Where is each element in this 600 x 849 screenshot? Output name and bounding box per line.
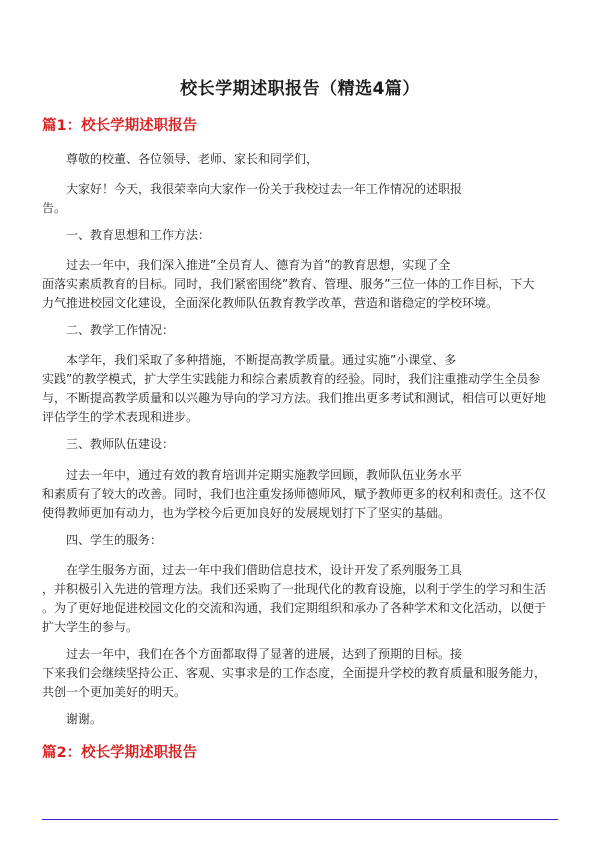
part-1-title <box>42 226 562 245</box>
thanks-line: 谢谢。 <box>66 712 103 726</box>
closing-line: 下来我们会继续坚持公正、客观、实事求是的工作态度，全面提升学校的教育质量和服务能力， <box>42 666 547 680</box>
part-1-title-text: 一、教育思想和工作方法： <box>66 228 211 242</box>
part-3-line: 过去一年中，通过有效的教育培训并定期实施教学回顾，教师队伍业务水平 <box>66 468 463 482</box>
greeting-line: 尊敬的校董、各位领导、老师、家长和同学们， <box>66 152 319 166</box>
section-1-heading: 篇1：校长学期述职报告 <box>42 118 198 134</box>
part-2-line: 实践”的教学模式，扩大学生实践能力和综合素质教育的经验。同时，我们注重推动学生全员参 <box>42 372 541 386</box>
part-1-line: 力气推进校园文化建设，全面深化教师队伍教育教学改革，营造和谐稳定的学校环境。 <box>42 296 499 310</box>
thanks-paragraph <box>42 710 562 729</box>
part-3-title-text: 三、教师队伍建设： <box>66 437 175 451</box>
part-4-title-text: 四、学生的服务： <box>66 533 163 547</box>
document-title: 校长学期述职报告（精选4篇） <box>180 79 420 99</box>
part-4-line: 。为了更好地促进校园文化的交流和沟通，我们定期组织和承办了各种学术和文化活动，以便于 <box>42 601 547 615</box>
part-4-line: 扩大学生的参与。 <box>42 620 139 634</box>
closing-line: 共创一个更加美好的明天。 <box>42 685 187 699</box>
part-4-title <box>42 531 562 550</box>
intro-paragraph <box>42 180 562 218</box>
part-2-body <box>42 351 562 427</box>
part-2-line: 与，不断提高教学质量和以兴趣为导向的学习方法。我们推出更多考试和测试，相信可以更好地 <box>42 391 547 405</box>
part-2-line: 本学年，我们采取了多种措施，不断提高教学质量。通过实施”小课堂、多 <box>66 353 457 367</box>
closing-paragraph <box>42 645 562 702</box>
intro-line: 告。 <box>42 201 67 215</box>
footer-divider <box>42 819 558 820</box>
section-2-heading: 篇2：校长学期述职报告 <box>42 745 198 761</box>
part-3-line: 和素质有了较大的改善。同时，我们也注重发扬师德师风，赋予教师更多的权利和责任。这不仅 <box>42 487 547 501</box>
part-4-body <box>42 561 562 637</box>
part-2-line: 评估学生的学术表现和进步。 <box>42 410 199 424</box>
greeting-paragraph <box>42 150 562 169</box>
part-2-title <box>42 321 562 340</box>
part-3-body <box>42 466 562 523</box>
part-4-line: ，并积极引入先进的管理方法。我们还采购了一批现代化的教育设施，以利于学生的学习和生活 <box>42 582 547 596</box>
part-3-line: 使得教师更加有动力，也为学校今后更加良好的发展规划打下了坚实的基础。 <box>42 506 451 520</box>
part-2-title-text: 二、教学工作情况： <box>66 323 175 337</box>
part-1-line: 面落实素质教育的目标。同时，我们紧密围绕”教育、管理、服务”三位一体的工作目标，下大 <box>42 277 535 291</box>
part-3-title <box>42 435 562 454</box>
part-4-line: 在学生服务方面，过去一年中我们借助信息技术，设计开发了系列服务工具 <box>66 563 463 577</box>
part-1-line: 过去一年中，我们深入推进”全员育人、德育为首”的教育思想，实现了全 <box>66 258 451 272</box>
intro-line: 大家好！今天，我很荣幸向大家作一份关于我校过去一年工作情况的述职报 <box>66 182 463 196</box>
part-1-body <box>42 256 562 313</box>
closing-line: 过去一年中，我们在各个方面都取得了显著的进展，达到了预期的目标。接 <box>66 647 463 661</box>
